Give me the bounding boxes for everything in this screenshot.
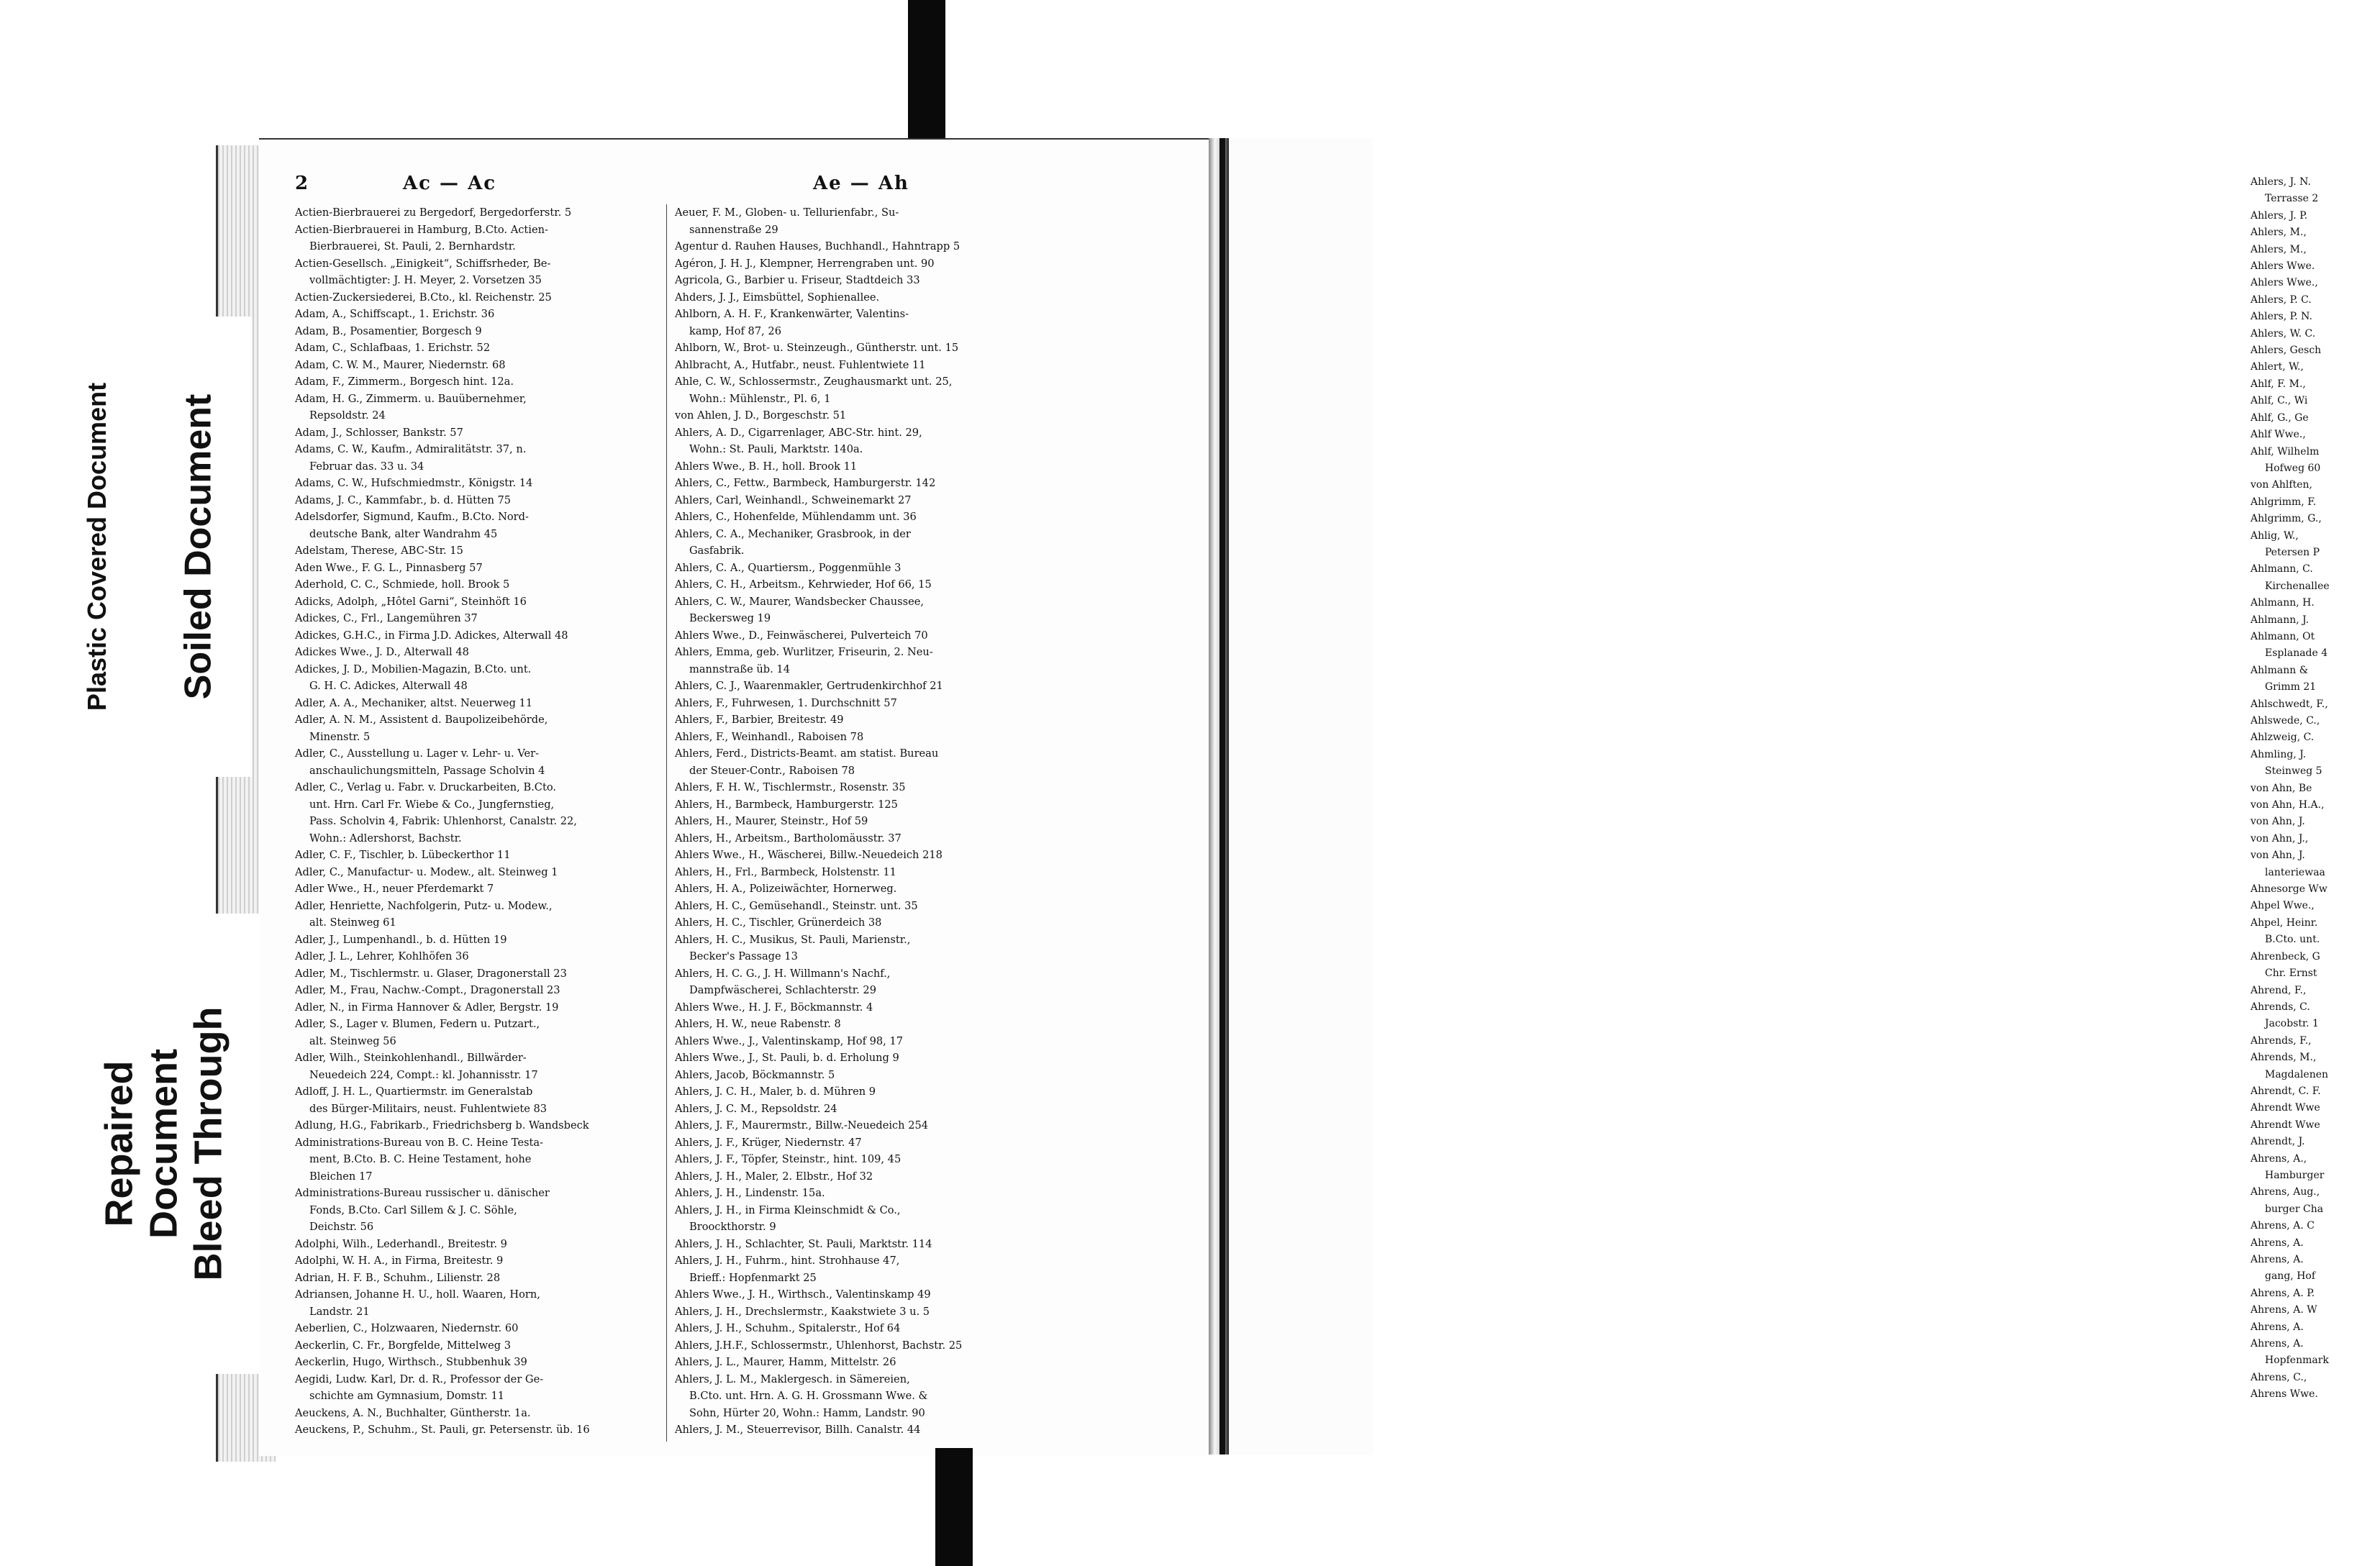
directory-entry: Ahlers, J. H., Drechslermstr., Kaakstwiete 3 u. 5	[675, 1305, 930, 1318]
directory-entry: Ahlers Wwe., H., Wäscherei, Billw.-Neuedeich 218	[675, 849, 943, 861]
directory-entry: Ahlswede, C.,	[2250, 715, 2320, 727]
directory-entry: Ahlf, F. M.,	[2250, 378, 2306, 390]
directory-entry: Ahrends, C.	[2250, 1001, 2310, 1013]
directory-entry: Ahlers, C. J., Waarenmakler, Gertrudenkirchhof 21	[675, 680, 943, 692]
directory-entry: Adler, C. F., Tischler, b. Lübeckerthor 11	[295, 849, 511, 861]
directory-entry: Ahlers, J. F., Krüger, Niedernstr. 47	[675, 1136, 862, 1149]
directory-entry: Ahlers, P. N.	[2250, 311, 2312, 323]
right-column	[675, 204, 1017, 1439]
directory-entry: Adolphi, Wilh., Lederhandl., Breitestr. 9	[295, 1237, 507, 1250]
directory-entry: Adelstam, Therese, ABC-Str. 15	[295, 545, 463, 557]
directory-entry: Hamburger	[2265, 1169, 2325, 1181]
directory-entry: Ahlers, J. H., Maler, 2. Elbstr., Hof 32	[675, 1170, 873, 1183]
directory-entry: Ahlers, C. A., Mechaniker, Grasbrook, in der	[675, 527, 911, 540]
directory-entry: Adicks, Adolph, „Hôtel Garni“, Steinhöft 16	[295, 595, 527, 608]
directory-entry: Ahlers, Gesch	[2250, 345, 2322, 357]
directory-entry: schichte am Gymnasium, Domstr. 11	[309, 1390, 505, 1402]
directory-entry: Ahlers, J. F., Töpfer, Steinstr., hint. 109, 45	[675, 1153, 901, 1165]
directory-entry: von Ahn, J.	[2250, 816, 2305, 828]
directory-entry: unt. Hrn. Carl Fr. Wiebe & Co., Jungfernstieg,	[309, 798, 555, 811]
directory-entry: Ahlmann, Ot	[2250, 630, 2315, 642]
directory-entry: Ahlmann, H.	[2250, 597, 2315, 609]
directory-entry: Neuedeich 224, Compt.: kl. Johannisstr. 17	[309, 1068, 538, 1081]
directory-entry: lanteriewaa	[2265, 866, 2325, 878]
directory-entry: Aeckerlin, C. Fr., Borgfelde, Mittelweg 3	[295, 1339, 511, 1352]
directory-entry: gang, Hof	[2265, 1270, 2316, 1283]
directory-entry: Esplanade 4	[2265, 647, 2328, 660]
directory-entry: Adelsdorfer, Sigmund, Kaufm., B.Cto. Nord-	[295, 511, 529, 523]
directory-entry: Adolphi, W. H. A., in Firma, Breitestr. 9	[295, 1255, 504, 1267]
directory-entry: Ahlers, H. A., Polizeiwächter, Hornerweg.	[675, 883, 897, 895]
directory-entry: Ahlers, H. C., Tischler, Grünerdeich 38	[675, 916, 882, 929]
directory-entry: Ahle, C. W., Schlossermstr., Zeughausmarkt unt. 25,	[675, 375, 953, 388]
directory-entry: Ahlbracht, A., Hutfabr., neust. Fuhlentwiete 11	[675, 358, 926, 371]
directory-entry: von Ahn, J.	[2250, 850, 2305, 862]
directory-entry: Ahlers, F. H. W., Tischlermstr., Rosenstr. 35	[675, 781, 906, 793]
directory-entry: Adam, C. W. M., Maurer, Niedernstr. 68	[295, 358, 506, 371]
directory-entry: Brieff.: Hopfenmarkt 25	[689, 1271, 817, 1284]
directory-entry: Ahrens, A. C	[2250, 1220, 2315, 1232]
directory-entry: mannstraße üb. 14	[689, 663, 790, 675]
directory-entry: Actien-Gesellsch. „Einigkeit“, Schiffsrheder, Be-	[295, 257, 551, 270]
directory-entry: Adam, H. G., Zimmerm. u. Bauübernehmer,	[295, 392, 527, 405]
directory-entry: anschaulichungsmitteln, Passage Scholvin 4	[309, 764, 545, 777]
directory-entry: Ahlers, Emma, geb. Wurlitzer, Friseurin, 2. Neu-	[675, 646, 933, 658]
directory-entry: Ahlf, Wilhelm	[2250, 445, 2320, 457]
directory-entry: Ahrendt, C. F.	[2250, 1085, 2321, 1097]
directory-entry: Ahlers, J. H., Schuhm., Spitalerstr., Hof 64	[675, 1322, 901, 1334]
directory-entry: Adickes, G.H.C., in Firma J.D. Adickes, Alterwall 48	[295, 629, 568, 642]
directory-entry: Adam, F., Zimmerm., Borgesch hint. 12a.	[295, 375, 514, 388]
directory-entry: Ahlf Wwe.,	[2250, 429, 2306, 441]
directory-entry: des Bürger-Militairs, neust. Fuhlentwiete 83	[309, 1102, 548, 1115]
directory-entry: Ahlers, M.,	[2250, 227, 2307, 239]
directory-entry: Ahpel Wwe.,	[2250, 900, 2315, 912]
directory-entry: Ahrends, M.,	[2250, 1052, 2317, 1064]
directory-entry: Ahrens, A.	[2250, 1254, 2304, 1265]
directory-entry: Sohn, Hürter 20, Wohn.: Hamm, Landstr. 90	[689, 1406, 925, 1419]
directory-entry: Adriansen, Johanne H. U., holl. Waaren, Horn,	[295, 1288, 540, 1301]
directory-entry: Aeuckens, P., Schuhm., St. Pauli, gr. Petersenstr. üb. 16	[295, 1424, 590, 1436]
directory-entry: Actien-Zuckersiederei, B.Cto., kl. Reichenstr. 25	[295, 291, 552, 304]
directory-entry: Adam, B., Posamentier, Borgesch 9	[295, 324, 482, 337]
directory-entry: Hopfenmark	[2265, 1355, 2329, 1367]
label-bleed-through: Bleed Through	[186, 1006, 230, 1281]
directory-entry: G. H. C. Adickes, Alterwall 48	[309, 680, 468, 692]
directory-entry: Ahrens, Aug.,	[2250, 1186, 2320, 1198]
directory-entry: Gasfabrik.	[689, 545, 745, 557]
label-repaired-line1: Repaired	[97, 1060, 141, 1227]
directory-entry: Ahrens Wwe.	[2250, 1388, 2318, 1401]
label-repaired-stack	[96, 1007, 230, 1281]
directory-entry: Ahlers, P. C.	[2250, 293, 2312, 306]
directory-entry: Ahlers Wwe., H. J. F., Böckmannstr. 4	[675, 1001, 873, 1014]
directory-entry: Petersen P	[2265, 546, 2320, 558]
directory-entry: Dampfwäscherei, Schlachterstr. 29	[689, 984, 876, 996]
directory-entry: der Steuer-Contr., Raboisen 78	[689, 764, 855, 777]
directory-entry: Adler, A. A., Mechaniker, altst. Neuerweg 11	[295, 696, 533, 709]
directory-entry: Hofweg 60	[2265, 462, 2321, 474]
directory-entry: Ahlers, J.H.F., Schlossermstr., Uhlenhorst, Bachstr. 25	[675, 1339, 963, 1352]
directory-entry: Ahlers, C. A., Quartiersm., Poggenmühle 3	[675, 561, 901, 574]
directory-entry: vollmächtigter: J. H. Meyer, 2. Vorsetzen 35	[309, 274, 542, 286]
directory-entry: Adler Wwe., H., neuer Pferdemarkt 7	[295, 883, 494, 895]
directory-entry: Adlung, H.G., Fabrikarb., Friedrichsberg b. Wandsbeck	[295, 1119, 589, 1132]
left-running-head: Ac — Ac	[403, 173, 497, 194]
directory-entry: Aeberlien, C., Holzwaaren, Niedernstr. 60	[295, 1322, 519, 1334]
column-divider	[666, 204, 667, 1442]
directory-entry: Adrian, H. F. B., Schuhm., Lilienstr. 28	[295, 1271, 501, 1284]
directory-entry: Ahpel, Heinr.	[2250, 916, 2318, 929]
directory-entry: Ahlers, W. C.	[2250, 327, 2316, 340]
book-gutter	[1209, 138, 1229, 1455]
directory-entry: alt. Steinweg 61	[309, 916, 396, 929]
directory-entry: Agentur d. Rauhen Hauses, Buchhandl., Hahntrapp 5	[675, 240, 960, 252]
directory-entry: Landstr. 21	[309, 1305, 370, 1318]
directory-entry: Ahlers, H., Maurer, Steinstr., Hof 59	[675, 815, 868, 827]
directory-entry: deutsche Bank, alter Wandrahm 45	[309, 527, 498, 540]
label-soiled	[144, 317, 252, 777]
directory-entry: Ahlers Wwe., B. H., holl. Brook 11	[675, 460, 858, 473]
directory-entry: Ahlers, J. M., Steuerrevisor, Billh. Canalstr. 44	[675, 1424, 921, 1436]
directory-entry: Ahnesorge Ww	[2250, 883, 2327, 896]
directory-entry: Agéron, J. H. J., Klempner, Herrengraben unt. 90	[675, 257, 935, 270]
directory-entry: Ahlers, Jacob, Böckmannstr. 5	[675, 1068, 835, 1081]
directory-entry: von Ahlften,	[2250, 479, 2312, 491]
label-plastic-text: Plastic Covered Document	[82, 382, 112, 711]
directory-entry: Ahrens, A.	[2250, 1338, 2304, 1350]
directory-entry: Ahrens, A.,	[2250, 1152, 2307, 1165]
directory-entry: Fonds, B.Cto. Carl Sillem & J. C. Söhle,	[309, 1203, 517, 1216]
directory-entry: Adler, J., Lumpenhandl., b. d. Hütten 19	[295, 933, 507, 946]
directory-entry: Wohn.: St. Pauli, Marktstr. 140a.	[689, 443, 863, 455]
label-soiled-text: Soiled Document	[177, 393, 219, 700]
directory-entry: B.Cto. unt. Hrn. A. G. H. Grossmann Wwe. &	[689, 1390, 928, 1402]
directory-entry: Ahlzweig, C.	[2250, 732, 2315, 744]
directory-entry: Ahlers, C. H., Arbeitsm., Kehrwieder, Hof 66, 15	[675, 578, 932, 591]
directory-entry: Adler, J. L., Lehrer, Kohlhöfen 36	[295, 950, 469, 962]
directory-entry: Administrations-Bureau von B. C. Heine Testa-	[295, 1136, 544, 1149]
directory-entry: Minenstr. 5	[309, 730, 371, 743]
directory-entry: Ahrends, F.,	[2250, 1034, 2312, 1047]
directory-entry: Adler, M., Tischlermstr. u. Glaser, Dragonerstall 23	[295, 967, 567, 980]
clamp-bar-bottom	[935, 1448, 973, 1566]
directory-entry: Ahlig, W.,	[2250, 529, 2299, 542]
directory-entry: Ahlers, H. C. G., J. H. Willmann's Nachf.,	[675, 967, 891, 980]
directory-entry: Ahrendt Wwe	[2250, 1102, 2320, 1114]
directory-entry: Administrations-Bureau russischer u. dänischer	[295, 1187, 550, 1199]
directory-entry: B.Cto. unt.	[2265, 934, 2320, 946]
directory-entry: Pass. Scholvin 4, Fabrik: Uhlenhorst, Canalstr. 22,	[309, 815, 577, 827]
directory-entry: Ahlschwedt, F.,	[2250, 698, 2328, 710]
directory-entry: Ahrens, A.	[2250, 1237, 2304, 1249]
directory-entry: alt. Steinweg 56	[309, 1034, 396, 1047]
directory-entry: Chr. Ernst	[2265, 968, 2317, 980]
directory-entry: Ahders, J. J., Eimsbüttel, Sophienallee.	[675, 291, 880, 304]
directory-entry: Ahrens, A. W	[2250, 1304, 2317, 1316]
directory-entry: kamp, Hof 87, 26	[689, 324, 781, 337]
directory-entry: Ahlers, J. C. H., Maler, b. d. Mühren 9	[675, 1085, 876, 1098]
directory-entry: Actien-Bierbrauerei zu Bergedorf, Bergedorferstr. 5	[295, 206, 572, 219]
directory-entry: Adler, S., Lager v. Blumen, Federn u. Putzart.,	[295, 1018, 540, 1030]
left-column	[295, 204, 619, 1439]
directory-entry: Ahlers, J. H., Fuhrm., hint. Strohhause 47,	[675, 1255, 900, 1267]
directory-entry: Aderhold, C. C., Schmiede, holl. Brook 5	[295, 578, 510, 591]
directory-entry: Ahlmann &	[2250, 664, 2309, 676]
directory-entry: Ahlgrimm, F.	[2250, 496, 2317, 508]
directory-entry: Ahlers, J. L., Maurer, Hamm, Mittelstr. 26	[675, 1356, 896, 1368]
directory-entry: Ahlers Wwe., J. H., Wirthsch., Valentinskamp 49	[675, 1288, 931, 1301]
directory-entry: Wohn.: Mühlenstr., Pl. 6, 1	[689, 392, 831, 405]
directory-entry: Ahrendt, J.	[2250, 1136, 2305, 1148]
directory-entry: Bierbrauerei, St. Pauli, 2. Bernhardstr.	[309, 240, 516, 252]
directory-entry: Ahlers, H. C., Musikus, St. Pauli, Marienstr.,	[675, 933, 911, 946]
directory-entry: von Ahn, J.,	[2250, 832, 2309, 845]
page-number: 2	[295, 173, 309, 194]
directory-entry: Actien-Bierbrauerei in Hamburg, B.Cto. Actien-	[295, 223, 548, 236]
directory-entry: Adler, C., Manufactur- u. Modew., alt. Steinweg 1	[295, 865, 558, 878]
directory-entry: Ahlmann, C.	[2250, 563, 2313, 575]
directory-entry: Adam, A., Schiffscapt., 1. Erichstr. 36	[295, 308, 495, 320]
directory-entry: Ahrenbeck, G	[2250, 950, 2320, 962]
directory-entry: Terrasse 2	[2265, 193, 2319, 205]
spine-shadow	[1219, 138, 1225, 1455]
directory-entry: Ahlers, J. L. M., Maklergesch. in Sämereien,	[675, 1372, 910, 1385]
directory-entry: Ahlers, J. H., in Firma Kleinschmidt & Co.,	[675, 1203, 901, 1216]
directory-entry: Ahlers, Ferd., Districts-Beamt. am statist. Bureau	[675, 747, 939, 760]
directory-entry: Ahlers, J. F., Maurermstr., Billw.-Neuedeich 254	[675, 1119, 929, 1132]
page-header	[295, 173, 1202, 201]
directory-entry: Becker's Passage 13	[689, 950, 798, 962]
directory-entry: Ahlers Wwe.,	[2250, 277, 2318, 289]
directory-entry: Ahlers, J. P.	[2250, 209, 2308, 222]
directory-entry: Adler, Wilh., Steinkohlenhandl., Billwärder-	[295, 1052, 527, 1064]
directory-entry: Broockthorstr. 9	[689, 1221, 776, 1233]
directory-entry: Adickes, C., Frl., Langemühren 37	[295, 612, 478, 624]
directory-entry: Adams, J. C., Kammfabr., b. d. Hütten 75	[295, 493, 512, 506]
directory-entry: Ahlert, W.,	[2250, 361, 2304, 373]
directory-entry: Grimm 21	[2265, 681, 2317, 693]
directory-entry: Ahlers, J. N.	[2250, 176, 2311, 188]
directory-entry: Ahlers, J. H., Schlachter, St. Pauli, Marktstr. 114	[675, 1237, 932, 1250]
directory-entry: Ahlers Wwe., J., Valentinskamp, Hof 98, 17	[675, 1034, 904, 1047]
directory-entry: von Ahlen, J. D., Borgeschstr. 51	[675, 409, 847, 422]
directory-entry: Ahlers, H., Barmbeck, Hamburgerstr. 125	[675, 798, 898, 811]
directory-entry: Adickes, J. D., Mobilien-Magazin, B.Cto. unt.	[295, 663, 532, 675]
directory-entry: von Ahn, Be	[2250, 782, 2312, 794]
right-running-head: Ae — Ah	[813, 173, 909, 194]
directory-entry: Adam, C., Schlafbaas, 1. Erichstr. 52	[295, 342, 491, 354]
label-repaired-bleed	[66, 914, 260, 1374]
directory-entry: sannenstraße 29	[689, 223, 778, 236]
directory-entry: Adams, C. W., Kaufm., Admiralitätstr. 37, n.	[295, 443, 527, 455]
far-column	[2250, 174, 2380, 1403]
directory-entry: Februar das. 33 u. 34	[309, 460, 424, 473]
directory-entry: Adam, J., Schlosser, Bankstr. 57	[295, 426, 463, 439]
directory-entry: Ahlers, J. C. M., Repsoldstr. 24	[675, 1102, 837, 1115]
directory-entry: Ahrendt Wwe	[2250, 1119, 2320, 1131]
book-scan	[216, 138, 2330, 1462]
directory-entry: Ahlers, J. H., Lindenstr. 15a.	[675, 1187, 825, 1199]
directory-entry: Adler, A. N. M., Assistent d. Baupolizeibehörde,	[295, 714, 548, 726]
directory-entry: Aeuckens, A. N., Buchhalter, Güntherstr. 1a.	[295, 1406, 531, 1419]
directory-entry: Ahlers, C., Fettw., Barmbeck, Hamburgerstr. 142	[675, 477, 936, 489]
directory-entry: Ahmling, J.	[2250, 748, 2307, 760]
directory-entry: Ahrend, F.,	[2250, 984, 2307, 996]
label-repaired-line2: Document	[142, 1048, 186, 1239]
directory-entry: Beckersweg 19	[689, 612, 771, 624]
directory-entry: Adickes Wwe., J. D., Alterwall 48	[295, 646, 469, 658]
directory-entry: Jacobstr. 1	[2265, 1018, 2319, 1030]
directory-entry: Ahrens, C.,	[2250, 1371, 2307, 1383]
directory-entry: Ahlers, F., Weinhandl., Raboisen 78	[675, 730, 864, 743]
directory-entry: Ahlf, G., Ge	[2250, 411, 2309, 424]
directory-entry: Kirchenallee	[2265, 580, 2330, 592]
clamp-bar-top	[908, 0, 945, 150]
directory-entry: Ahlgrimm, G.,	[2250, 513, 2322, 525]
directory-entry: Ahlers, F., Fuhrwesen, 1. Durchschnitt 57	[675, 696, 897, 709]
directory-entry: Steinweg 5	[2265, 765, 2322, 778]
directory-entry: Ahlers, Carl, Weinhandl., Schweinemarkt 27	[675, 493, 912, 506]
directory-entry: Ahlers, C., Hohenfelde, Mühlendamm unt. 36	[675, 511, 917, 523]
directory-entry: Magdalenen	[2265, 1068, 2329, 1080]
directory-entry: Ahlers, H. C., Gemüsehandl., Steinstr. unt. 35	[675, 899, 918, 912]
directory-entry: Ahrens, A.	[2250, 1321, 2304, 1333]
directory-entry: Ahlers, C. W., Maurer, Wandsbecker Chaussee,	[675, 595, 925, 608]
next-page-fragment	[1229, 138, 2330, 1455]
directory-entry: Adler, Henriette, Nachfolgerin, Putz- u. Modew.,	[295, 899, 553, 912]
directory-entry: Adler, C., Ausstellung u. Lager v. Lehr- u. Ver-	[295, 747, 540, 760]
directory-entry: Ahlers, F., Barbier, Breitestr. 49	[675, 714, 844, 726]
directory-entry: Deichstr. 56	[309, 1221, 374, 1233]
directory-entry: Bleichen 17	[309, 1170, 373, 1183]
directory-entry: von Ahn, H.A.,	[2250, 799, 2325, 811]
directory-entry: Agricola, G., Barbier u. Friseur, Stadtdeich 33	[675, 274, 920, 286]
directory-entry: Ahlmann, J.	[2250, 614, 2309, 626]
directory-entry: Aeuer, F. M., Globen- u. Tellurienfabr., Su-	[675, 206, 899, 219]
directory-entry: Aden Wwe., F. G. L., Pinnasberg 57	[295, 561, 483, 574]
directory-entry: Repsoldstr. 24	[309, 409, 386, 422]
directory-entry: Ahlf, C., Wi	[2250, 395, 2308, 407]
directory-entry: burger Cha	[2265, 1203, 2324, 1215]
directory-entry: Ahlborn, W., Brot- u. Steinzeugh., Güntherstr. unt. 15	[675, 342, 959, 354]
directory-entry: Ahlers, A. D., Cigarrenlager, ABC-Str. hint. 29,	[675, 426, 922, 439]
directory-entry: ment, B.Cto. B. C. Heine Testament, hohe	[309, 1153, 532, 1165]
directory-page	[259, 138, 1216, 1456]
directory-entry: Adler, C., Verlag u. Fabr. v. Druckarbeiten, B.Cto.	[295, 781, 557, 793]
directory-entry: Ahlborn, A. H. F., Krankenwärter, Valentins-	[675, 308, 909, 320]
directory-entry: Ahlers Wwe., J., St. Pauli, b. d. Erholung 9	[675, 1052, 899, 1064]
directory-entry: Aegidi, Ludw. Karl, Dr. d. R., Professor der Ge-	[295, 1372, 544, 1385]
directory-entry: Adloff, J. H. L., Quartiermstr. im Generalstab	[295, 1085, 533, 1098]
directory-entry: Wohn.: Adlershorst, Bachstr.	[309, 832, 462, 845]
directory-entry: Adler, M., Frau, Nachw.-Compt., Dragonerstall 23	[295, 984, 560, 996]
directory-entry: Ahlers Wwe., D., Feinwäscherei, Pulverteich 70	[675, 629, 928, 642]
directory-entry: Ahlers, M.,	[2250, 243, 2307, 255]
label-plastic-covered	[58, 317, 137, 777]
directory-entry: Ahlers, H., Frl., Barmbeck, Holstenstr. 11	[675, 865, 896, 878]
directory-entry: Ahlers, H., Arbeitsm., Bartholomäusstr. 37	[675, 832, 901, 845]
directory-entry: Ahlers Wwe.	[2250, 260, 2315, 273]
directory-entry: Adler, N., in Firma Hannover & Adler, Bergstr. 19	[295, 1001, 559, 1014]
directory-entry: Ahlers, H. W., neue Rabenstr. 8	[675, 1018, 841, 1030]
directory-entry: Aeckerlin, Hugo, Wirthsch., Stubbenhuk 39	[295, 1356, 527, 1368]
directory-entry: Adams, C. W., Hufschmiedmstr., Königstr. 14	[295, 477, 533, 489]
directory-entry: Ahrens, A. P.	[2250, 1287, 2315, 1299]
